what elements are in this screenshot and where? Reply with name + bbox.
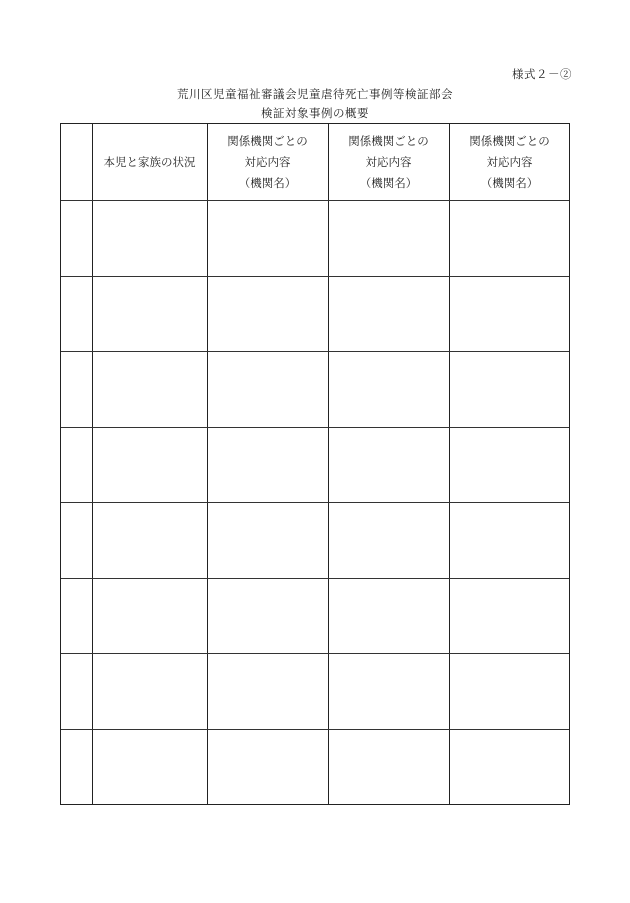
table-cell[interactable] xyxy=(449,729,570,804)
header-label-line-2: 対応内容 xyxy=(365,154,412,169)
table-row xyxy=(61,729,569,804)
table-cell[interactable] xyxy=(328,276,449,351)
table-cell[interactable] xyxy=(92,276,207,351)
header-cell-agency-2 xyxy=(328,124,449,200)
header-cell-blank xyxy=(61,124,92,200)
header-label-line-1: 関係機関ごとの xyxy=(227,133,308,148)
table-cell[interactable] xyxy=(207,653,328,729)
header-label-line-2: 対応内容 xyxy=(244,154,291,169)
table-cell[interactable] xyxy=(61,502,92,578)
table-cell[interactable] xyxy=(61,729,92,804)
table-cell[interactable] xyxy=(92,427,207,502)
header-label-line-2: 対応内容 xyxy=(486,154,533,169)
table-cell[interactable] xyxy=(207,276,328,351)
table-cell[interactable] xyxy=(61,427,92,502)
table-cell[interactable] xyxy=(328,653,449,729)
table-cell[interactable] xyxy=(449,578,570,653)
table-row xyxy=(61,502,569,578)
header-cell-agency-3 xyxy=(449,124,570,200)
table-cell[interactable] xyxy=(328,502,449,578)
header-label-line-3: （機関名） xyxy=(238,175,297,190)
table-cell[interactable] xyxy=(61,276,92,351)
table-cell[interactable] xyxy=(207,578,328,653)
table-cell[interactable] xyxy=(449,351,570,427)
table-row xyxy=(61,351,569,427)
table-row xyxy=(61,276,569,351)
table-cell[interactable] xyxy=(61,653,92,729)
header-label-line-1: 関係機関ごとの xyxy=(469,133,550,148)
table-row xyxy=(61,427,569,502)
table-cell[interactable] xyxy=(207,427,328,502)
table-cell[interactable] xyxy=(61,351,92,427)
table-cell[interactable] xyxy=(207,502,328,578)
table-cell[interactable] xyxy=(61,200,92,276)
table-row xyxy=(61,200,569,276)
table-cell[interactable] xyxy=(449,276,570,351)
table-cell[interactable] xyxy=(449,502,570,578)
header-label-line-1: 関係機関ごとの xyxy=(348,133,429,148)
table-cell[interactable] xyxy=(207,351,328,427)
case-summary-table xyxy=(60,123,570,805)
form-number: 様式２－② xyxy=(512,67,572,81)
table-cell[interactable] xyxy=(92,351,207,427)
table-cell[interactable] xyxy=(92,578,207,653)
table-cell[interactable] xyxy=(328,578,449,653)
table-cell[interactable] xyxy=(328,200,449,276)
table-cell[interactable] xyxy=(92,653,207,729)
table-row xyxy=(61,578,569,653)
table-header-row xyxy=(61,124,569,200)
table-cell[interactable] xyxy=(92,200,207,276)
table-cell[interactable] xyxy=(449,653,570,729)
table-cell[interactable] xyxy=(92,729,207,804)
document-title: 荒川区児童福祉審議会児童虐待死亡事例等検証部会 xyxy=(177,87,453,101)
header-label-line-3: （機関名） xyxy=(480,175,539,190)
table-cell[interactable] xyxy=(328,427,449,502)
table-cell[interactable] xyxy=(449,200,570,276)
table-cell[interactable] xyxy=(207,729,328,804)
table-cell[interactable] xyxy=(207,200,328,276)
header-label: 本児と家族の状況 xyxy=(103,154,196,169)
table-cell[interactable] xyxy=(449,427,570,502)
table-cell[interactable] xyxy=(328,729,449,804)
document-subtitle: 検証対象事例の概要 xyxy=(261,106,369,120)
header-cell-agency-1 xyxy=(207,124,328,200)
header-label-line-3: （機関名） xyxy=(359,175,418,190)
table-cell[interactable] xyxy=(61,578,92,653)
table-cell[interactable] xyxy=(92,502,207,578)
header-cell-child-family xyxy=(92,124,207,200)
table-row xyxy=(61,653,569,729)
table-cell[interactable] xyxy=(328,351,449,427)
